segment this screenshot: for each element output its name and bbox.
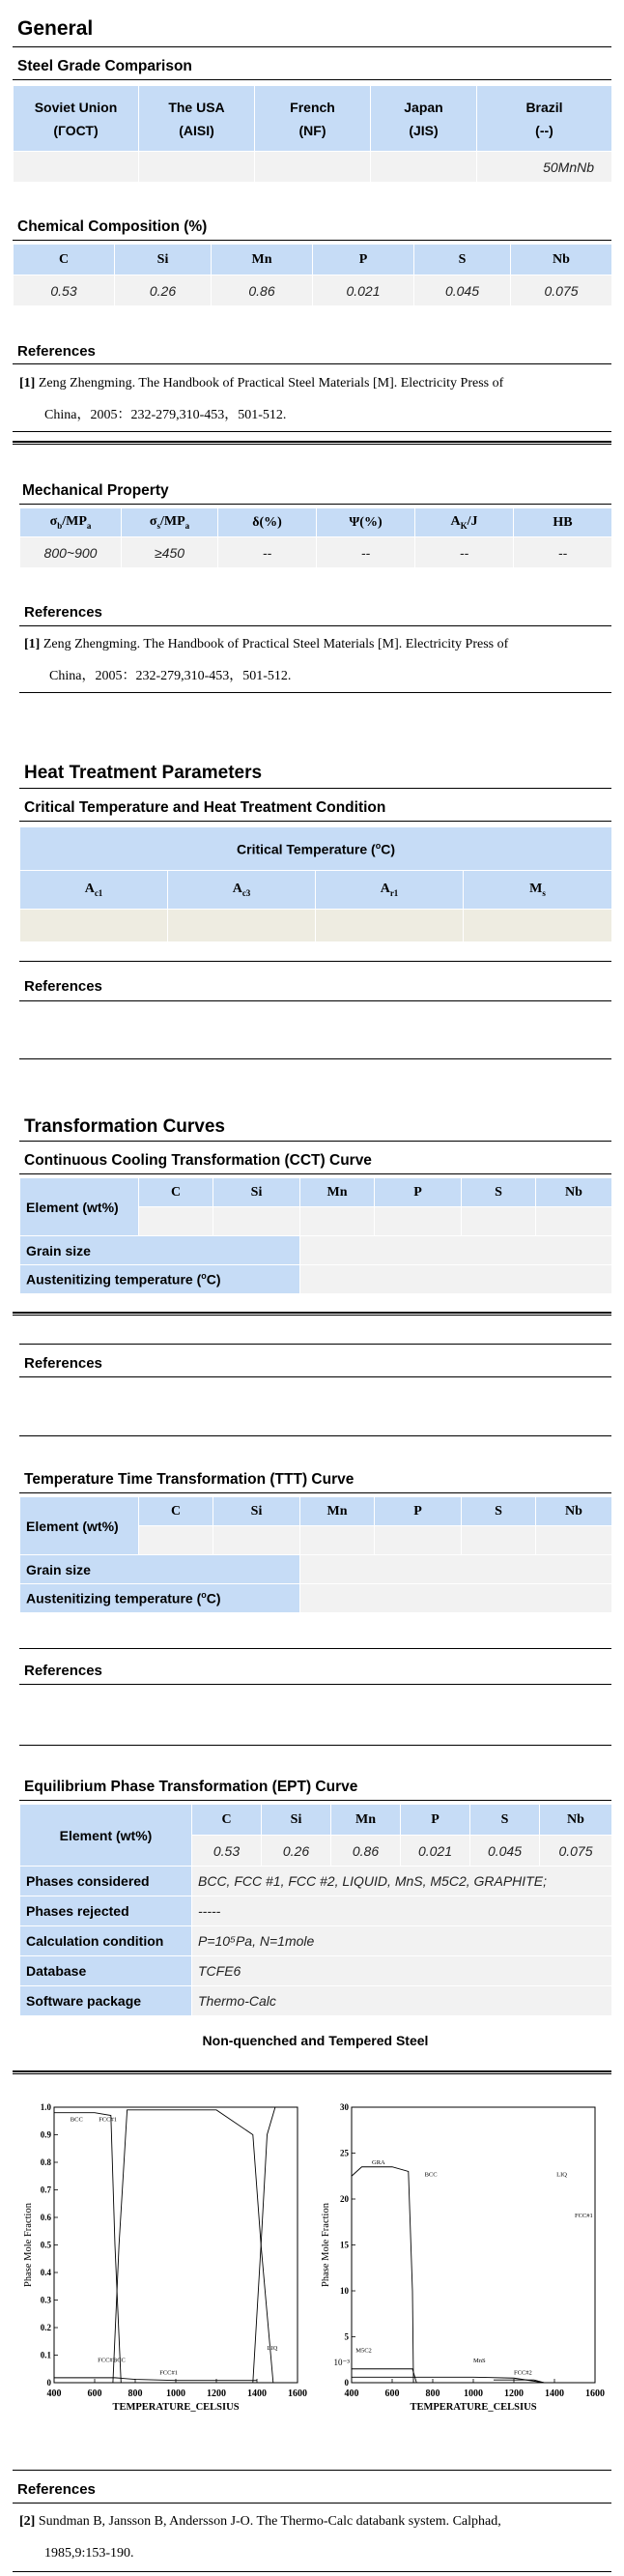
mech-value-cell: 800~900 [20, 537, 122, 568]
critical-temp-title: Critical Temperature ($^o$C) [20, 827, 612, 871]
grade-value-cell [255, 152, 371, 183]
grade-value-cell [14, 152, 139, 183]
mech-header-cell: Ψ(%) [317, 508, 415, 537]
ttt-grain-row [20, 1555, 612, 1584]
x-tick-label: 1200 [207, 2388, 226, 2399]
references-title: References [24, 978, 102, 995]
grain-size-value [300, 1236, 612, 1265]
grade-header-cell: Japan (JIS) [371, 86, 477, 152]
critical-temp-header-row [20, 871, 612, 910]
element-value-cell [462, 1207, 536, 1236]
mech-value-cell: -- [218, 537, 317, 568]
divider [13, 46, 611, 47]
element-header: C [139, 1178, 213, 1207]
y-tick-label: 10 [340, 2286, 349, 2296]
divider [19, 1173, 611, 1174]
divider [19, 1141, 611, 1142]
mech-header-row [20, 508, 612, 537]
critical-temp-value-cell [20, 910, 168, 942]
y-tick-label: 20 [340, 2194, 349, 2204]
element-value-cell: 0.021 [401, 1836, 470, 1867]
references-title: References [17, 343, 96, 360]
steel-grade-table [13, 85, 612, 183]
y-tick-label: 0.5 [40, 2240, 51, 2250]
grade-value-row [14, 152, 612, 183]
references-title: References [24, 1355, 102, 1372]
x-tick-label: 1000 [464, 2388, 483, 2399]
divider [19, 961, 611, 962]
element-header: Mn [331, 1805, 401, 1836]
x-tick-label: 800 [128, 2388, 143, 2399]
aust-temp-value [300, 1584, 612, 1613]
element-header: S [462, 1178, 536, 1207]
divider [13, 240, 611, 241]
divider [19, 1492, 611, 1493]
divider [13, 363, 611, 364]
section-title-heat: Heat Treatment Parameters [24, 763, 263, 783]
x-tick-label: 1400 [545, 2388, 564, 2399]
cct-element-row [20, 1178, 612, 1207]
critical-temp-value-row [20, 910, 612, 942]
divider [19, 1745, 611, 1746]
divider [19, 821, 611, 822]
ept-row-label: Calculation condition [20, 1926, 192, 1956]
divider [19, 1435, 611, 1436]
curve-annotation: GRA [372, 2158, 385, 2166]
chem-value-cell: 0.53 [14, 275, 115, 306]
ept-title: Equilibrium Phase Transformation (EPT) Curve [24, 1779, 358, 1795]
element-header: S [470, 1805, 540, 1836]
chem-header-cell: S [414, 245, 511, 275]
reference-entry: [1] Zeng Zhengming. The Handbook of Practical Steel Materials [M]. Electricity Press of China，2005：232-279,310-453，501-512. [19, 376, 504, 422]
ept-row [20, 1956, 612, 1986]
series-line [54, 2378, 257, 2381]
element-value-cell [139, 1207, 213, 1236]
mech-header-cell: $A_K/J$ [415, 508, 514, 537]
divider [19, 1684, 611, 1685]
ms-header: $M_s$ [464, 871, 612, 910]
cct-table [19, 1177, 612, 1294]
ttt-table [19, 1496, 612, 1613]
grade-value-cell [139, 152, 255, 183]
mech-header-cell: $\sigma_s/MP_a$ [122, 508, 218, 537]
section-separator [13, 441, 611, 445]
x-tick-label: 1000 [166, 2388, 185, 2399]
y-tick-label: 30 [340, 2102, 349, 2112]
y-tick-label: 15 [340, 2240, 349, 2250]
aust-temp-label: Austenitizing temperature ($^o$C) [20, 1265, 300, 1294]
ept-row-label: Phases rejected [20, 1896, 192, 1926]
ept-row [20, 1896, 612, 1926]
element-value-cell: 0.26 [262, 1836, 331, 1867]
element-header: P [401, 1805, 470, 1836]
y-tick-label: 0.2 [40, 2323, 51, 2332]
ept-row-label: Phases considered [20, 1867, 192, 1896]
divider [19, 504, 611, 505]
curve-annotation: FCC#1 [99, 2116, 117, 2124]
element-header: S [462, 1497, 536, 1526]
x-tick-label: 400 [46, 2388, 62, 2399]
curve-annotation: BCC [112, 2357, 126, 2364]
element-value-cell: 0.86 [331, 1836, 401, 1867]
ac3-header: $A_{c3}$ [168, 871, 316, 910]
ar1-header: $A_{r1}$ [316, 871, 464, 910]
chem-table [13, 244, 612, 306]
series-line [113, 2110, 273, 2383]
element-value-cell: 0.045 [470, 1836, 540, 1867]
curve-annotation: FCC#1 [98, 2357, 116, 2364]
element-header: Nb [536, 1178, 612, 1207]
curve-annotation: BCC [70, 2116, 83, 2124]
ttt-title: Temperature Time Transformation (TTT) Curve [24, 1471, 355, 1488]
reference-entry: [1] Zeng Zhengming. The Handbook of Practical Steel Materials [M]. Electricity Press of China，2005：232-279,310-453，501-512. [24, 637, 509, 683]
divider [19, 1000, 611, 1001]
ttt-element-label: Element (wt%) [20, 1497, 139, 1555]
series-line [352, 2369, 416, 2383]
x-tick-label: 400 [344, 2388, 359, 2399]
mech-value-cell: -- [514, 537, 612, 568]
element-value-cell [462, 1526, 536, 1555]
ept-row-value: ----- [192, 1896, 612, 1926]
ept-element-label: Element (wt%) [20, 1805, 192, 1867]
plot-frame [352, 2107, 595, 2383]
curve-annotation: FCC#1 [575, 2213, 593, 2219]
y-tick-label: 0 [344, 2378, 349, 2388]
ac1-header: $A_{c1}$ [20, 871, 168, 910]
critical-temp-title-row [20, 827, 612, 871]
phase-fraction-chart-right [319, 2099, 609, 2428]
element-value-cell [213, 1207, 300, 1236]
references-title: References [17, 2481, 96, 2498]
grade-header-cell: Soviet Union (ГОСТ) [14, 86, 139, 152]
heat-subtitle: Critical Temperature and Heat Treatment Condition [24, 799, 386, 816]
x-axis-label: TEMPERATURE_CELSIUS [112, 2402, 240, 2413]
mech-value-row [20, 537, 612, 568]
series-line [253, 2107, 281, 2383]
element-value-cell [375, 1526, 462, 1555]
curve-annotation: FCC#1 [159, 2369, 178, 2377]
mech-header-cell: $\sigma_b/MP_a$ [20, 508, 122, 537]
y-tick-label: 0.6 [40, 2213, 51, 2222]
chem-header-cell: Nb [511, 245, 612, 275]
critical-temp-value-cell [168, 910, 316, 942]
grade-header-row [14, 86, 612, 152]
curve-annotation: BCC [424, 2171, 438, 2179]
aust-temp-value [300, 1265, 612, 1294]
cct-aust-row [20, 1265, 612, 1294]
element-value-cell [300, 1526, 375, 1555]
element-value-cell [536, 1207, 612, 1236]
mech-title: Mechanical Property [22, 482, 169, 499]
chem-value-cell: 0.26 [115, 275, 212, 306]
y-axis-label: Phase Mole Fraction [23, 2203, 34, 2287]
mech-value-cell: ≥450 [122, 537, 218, 568]
y-tick-label: 0.7 [40, 2185, 51, 2195]
curve-annotation: LIQ [267, 2344, 278, 2352]
divider [19, 1800, 611, 1801]
ttt-aust-row [20, 1584, 612, 1613]
critical-temp-value-cell [464, 910, 612, 942]
x-tick-label: 1600 [585, 2388, 605, 2399]
ept-row-value: TCFE6 [192, 1956, 612, 1986]
mech-header-cell: δ(%) [218, 508, 317, 537]
steel-grade-title: Steel Grade Comparison [17, 58, 192, 74]
divider [19, 788, 611, 789]
element-value-cell [300, 1207, 375, 1236]
chem-value-row [14, 275, 612, 306]
ept-row-value: Thermo-Calc [192, 1986, 612, 2016]
curve-annotation: M5C2 [355, 2347, 372, 2355]
divider [19, 1648, 611, 1649]
divider [13, 431, 611, 432]
y-tick-label: 0.9 [40, 2129, 51, 2140]
section-separator [13, 1312, 611, 1316]
chem-value-cell: 0.021 [313, 275, 414, 306]
grain-size-value [300, 1555, 612, 1584]
element-header: P [375, 1178, 462, 1207]
x-tick-label: 600 [87, 2388, 102, 2399]
divider [13, 2503, 611, 2504]
grain-size-label: Grain size [20, 1555, 300, 1584]
element-header: Nb [536, 1497, 612, 1526]
grade-header-cell: Brazil (--) [477, 86, 612, 152]
element-header: Nb [540, 1805, 612, 1836]
mech-header-cell: HB [514, 508, 612, 537]
element-header: Mn [300, 1497, 375, 1526]
grade-value-cell [371, 152, 477, 183]
ept-row [20, 1986, 612, 2016]
element-header: Si [262, 1805, 331, 1836]
x-tick-label: 800 [425, 2388, 440, 2399]
ept-row-label: Database [20, 1956, 192, 1986]
divider [19, 692, 611, 693]
grade-header-cell: The USA (AISI) [139, 86, 255, 152]
divider [13, 79, 611, 80]
chem-header-cell: P [313, 245, 414, 275]
references-title: References [24, 604, 102, 621]
section-title-transformation: Transformation Curves [24, 1116, 225, 1137]
element-header: Si [213, 1178, 300, 1207]
element-value-cell: 0.075 [540, 1836, 612, 1867]
ept-row-label: Software package [20, 1986, 192, 2016]
y-axis-label: Phase Mole Fraction [321, 2203, 331, 2287]
ept-row-value: P=10⁵Pa, N=1mole [192, 1926, 612, 1956]
section-separator [13, 2070, 611, 2074]
mech-value-cell: -- [415, 537, 514, 568]
divider [19, 625, 611, 626]
critical-temp-table [19, 826, 612, 942]
chem-value-cell: 0.075 [511, 275, 612, 306]
y-tick-label: 5 [344, 2331, 349, 2342]
y-tick-label: 0.1 [40, 2350, 51, 2360]
mech-value-cell: -- [317, 537, 415, 568]
element-header: C [139, 1497, 213, 1526]
chart-caption: Non-quenched and Tempered Steel [202, 2033, 429, 2048]
series-line [54, 2113, 121, 2383]
cct-title: Continuous Cooling Transformation (CCT) Curve [24, 1152, 372, 1169]
element-value-cell [213, 1526, 300, 1555]
critical-temp-value-cell [316, 910, 464, 942]
ept-row-value: BCC, FCC #1, FCC #2, LIQUID, MnS, M5C2, GRAPHITE; [192, 1867, 612, 1896]
ept-row [20, 1867, 612, 1896]
element-header: Mn [300, 1178, 375, 1207]
x-tick-label: 1400 [247, 2388, 267, 2399]
curve-annotation: FCC#2 [514, 2369, 532, 2377]
chem-title: Chemical Composition (%) [17, 218, 208, 235]
chem-header-row [14, 245, 612, 275]
references-title: References [24, 1663, 102, 1679]
element-value-cell [139, 1526, 213, 1555]
chem-header-cell: Mn [212, 245, 313, 275]
chem-value-cell: 0.045 [414, 275, 511, 306]
divider [13, 2470, 611, 2471]
y-tick-label: 25 [340, 2148, 349, 2158]
element-header: Si [213, 1497, 300, 1526]
y-tick-label: 0.3 [40, 2295, 51, 2305]
element-header: P [375, 1497, 462, 1526]
y-tick-label: 1.0 [40, 2102, 51, 2112]
y-tick-label: 0 [46, 2378, 51, 2388]
cct-element-label: Element (wt%) [20, 1178, 139, 1236]
element-value-cell: 0.53 [192, 1836, 262, 1867]
ept-table [19, 1804, 612, 2016]
divider [19, 1344, 611, 1345]
divider [19, 1376, 611, 1377]
ttt-element-row [20, 1497, 612, 1526]
grain-size-label: Grain size [20, 1236, 300, 1265]
chem-header-cell: C [14, 245, 115, 275]
grade-header-cell: French (NF) [255, 86, 371, 152]
grade-value-cell: 50MnNb [477, 152, 612, 183]
chem-header-cell: Si [115, 245, 212, 275]
x-tick-label: 600 [384, 2388, 400, 2399]
x-tick-label: 1600 [288, 2388, 307, 2399]
element-header: C [192, 1805, 262, 1836]
element-value-cell [536, 1526, 612, 1555]
divider [13, 2571, 611, 2572]
mech-table [19, 507, 612, 568]
curve-annotation: LIQ [556, 2171, 567, 2179]
y-tick-label: 0.4 [40, 2268, 51, 2277]
x-tick-label: 1200 [504, 2388, 524, 2399]
aust-temp-label: Austenitizing temperature ($^o$C) [20, 1584, 300, 1613]
phase-fraction-chart-left [21, 2099, 311, 2428]
curve-annotation: MnS [473, 2358, 486, 2365]
element-value-cell [375, 1207, 462, 1236]
cct-grain-row [20, 1236, 612, 1265]
y-tick-label: 0.8 [40, 2157, 51, 2167]
reference-entry: [2] Sundman B, Jansson B, Andersson J-O. The Thermo-Calc databank system. Calphad, 1985,9:153-190. [19, 2514, 501, 2561]
chem-value-cell: 0.86 [212, 275, 313, 306]
y-unit-label: 10⁻³ [333, 2358, 350, 2367]
x-axis-label: TEMPERATURE_CELSIUS [410, 2402, 537, 2413]
section-title-general: General [17, 17, 94, 40]
ept-element-row [20, 1805, 612, 1836]
ept-row [20, 1926, 612, 1956]
divider [19, 1058, 611, 1059]
